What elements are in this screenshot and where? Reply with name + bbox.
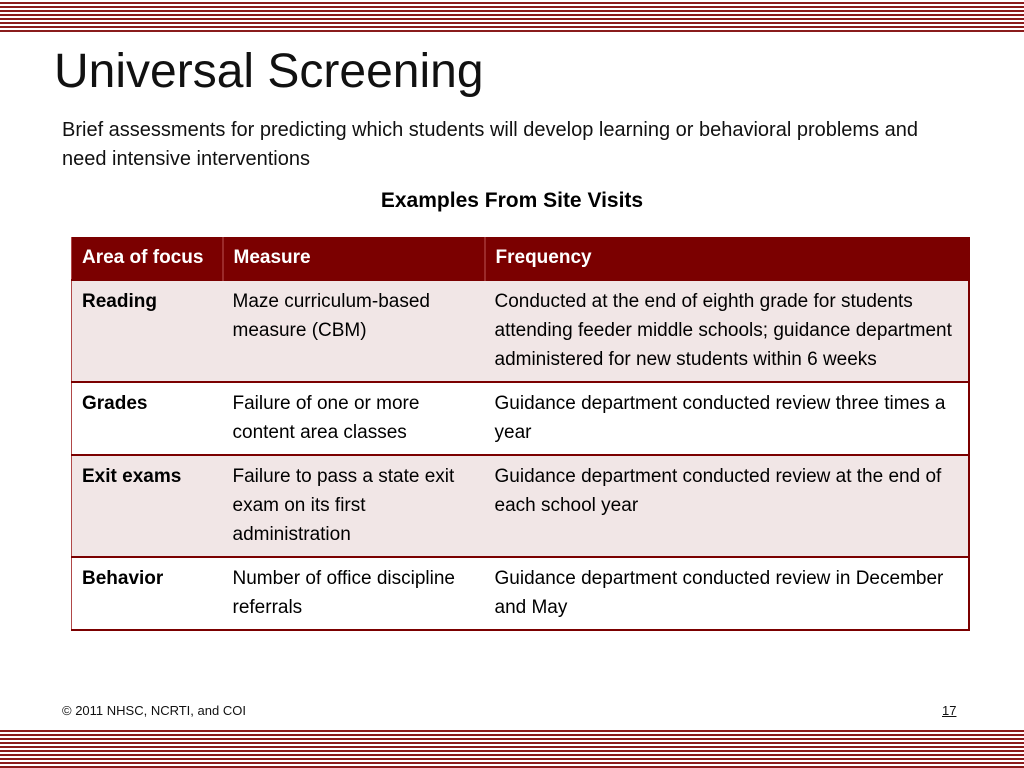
- cell-area: Behavior: [72, 557, 223, 630]
- table-row: [72, 455, 969, 557]
- top-stripe-band: [0, 0, 1024, 34]
- cell-area: Grades: [72, 382, 223, 455]
- page-number: 17: [942, 703, 957, 718]
- cell-measure: Failure of one or more content area classes: [223, 382, 485, 455]
- table-caption: Examples From Site Visits: [380, 189, 644, 212]
- table-row: [72, 557, 969, 630]
- header-frequency: Frequency: [485, 237, 969, 280]
- cell-frequency: Guidance department conducted review at the end of each school year: [485, 455, 969, 557]
- copyright-text: © 2011 NHSC, NCRTI, and COI: [62, 703, 246, 718]
- table-header-row: [72, 237, 969, 280]
- header-measure: Measure: [223, 237, 485, 280]
- cell-measure: Maze curriculum-based measure (CBM): [223, 280, 485, 382]
- cell-measure: Number of office discipline referrals: [223, 557, 485, 630]
- cell-frequency: Guidance department conducted review three times a year: [485, 382, 969, 455]
- cell-measure: Failure to pass a state exit exam on its first administration: [223, 455, 485, 557]
- cell-frequency: Guidance department conducted review in December and May: [485, 557, 969, 630]
- table-row: [72, 382, 969, 455]
- cell-area: Exit exams: [72, 455, 223, 557]
- slide-title: Universal Screening: [54, 45, 484, 98]
- screening-table: [71, 237, 970, 631]
- table-row: [72, 280, 969, 382]
- bottom-stripe-band: [0, 728, 1024, 768]
- header-area-of-focus: Area of focus: [72, 237, 223, 280]
- cell-frequency: Conducted at the end of eighth grade for students attending feeder middle schools; guidance department administered for new students within 6 weeks: [485, 280, 969, 382]
- cell-area: Reading: [72, 280, 223, 382]
- slide-subtitle: Brief assessments for predicting which students will develop learning or behavioral problems and need intensive interventions: [62, 119, 918, 170]
